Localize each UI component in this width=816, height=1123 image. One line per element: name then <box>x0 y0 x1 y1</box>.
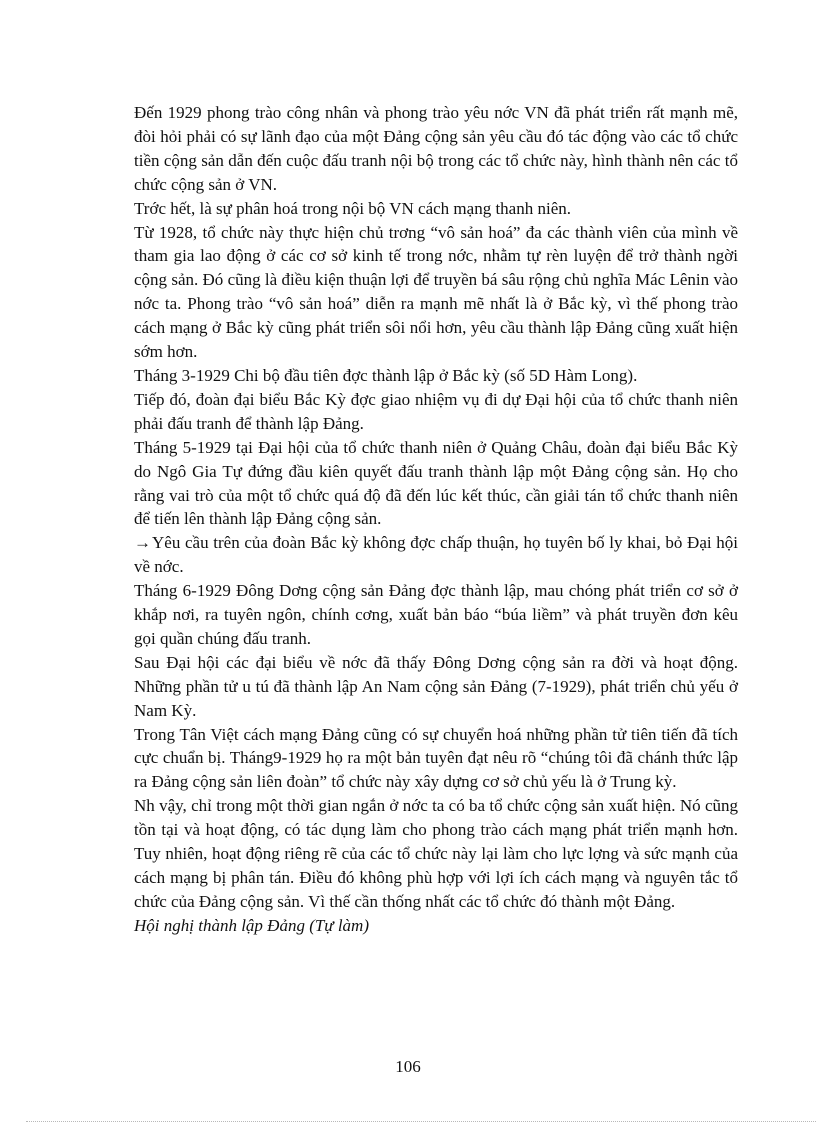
paragraph-walkout-text: Yêu cầu trên của đoàn Bắc kỳ không đợc chấp thuận, họ tuyên bố ly khai, bỏ Đại hội về nớc. <box>134 533 738 577</box>
footer-divider <box>26 1121 816 1122</box>
body-text <box>134 101 738 938</box>
paragraph-indochina-party: Tháng 6-1929 Đông Dơng cộng sản Đảng đợc thành lập, mau chóng phát triển cơ sở ở khắp nơi, ra tuyên ngôn, chính cơng, xuất bản báo “búa liềm” và phát truyền đơn kêu gọi quần chúng đấu tranh. <box>134 581 738 648</box>
paragraph-intro: Đến 1929 phong trào công nhân và phong trào yêu nớc VN đã phát triển rất mạnh mẽ, đòi hỏi phải có sự lãnh đạo của một Đảng cộng sản yêu cầu đó tác động vào các tổ chức tiền cộng sản dẫn đến cuộc đấu tranh nội bộ trong các tổ chức này, hình thành nên các tổ chức cộng sản ở VN. <box>134 103 738 194</box>
section-heading: Hội nghị thành lập Đảng (Tự làm) <box>134 915 369 935</box>
paragraph-walkout <box>134 531 738 579</box>
paragraph-congress: Tháng 5-1929 tại Đại hội của tổ chức thanh niên ở Quảng Châu, đoàn đại biểu Bắc Kỳ do Ngô Gia Tự đứng đầu kiên quyết đấu tranh thành lập một Đảng cộng sản. Họ cho rằng vai trò của một tổ chức quá độ đã đến lúc kết thúc, cần giải tán tổ chức thanh niên để tiến lên thành lập Đảng cộng sản. <box>134 437 738 529</box>
paragraph-three-organizations: Nh vậy, chỉ trong một thời gian ngắn ở nớc ta có ba tổ chức cộng sản xuất hiện. Nó cũng tồn tại và hoạt động, có tác dụng làm cho phong trào cách mạng phát triển mạnh hơn. Tuy nhiên, hoạt động riêng rẽ của các tổ chức này lại làm cho lực lợng và sức mạnh của cách mạng bị phân tán. Điều đó không phù hợp với lợi ích cách mạng và nguyên tắc tổ chức của Đảng cộng sản. Vì thế cần thống nhất các tổ chức đó thành một Đảng. <box>134 796 738 911</box>
paragraph-first-cell: Tháng 3-1929 Chi bộ đầu tiên đợc thành lập ở Bắc kỳ (số 5D Hàm Long). <box>134 365 638 385</box>
paragraph-annam-party: Sau Đại hội các đại biểu về nớc đã thấy Đông Dơng cộng sản ra đời và hoạt động. Những phần tử u tú đã thành lập An Nam cộng sản Đảng (7-1929), phát triển chủ yếu ở Nam Kỳ. <box>134 652 738 720</box>
arrow-icon: → <box>134 533 151 553</box>
paragraph-proletarianization: Từ 1928, tổ chức này thực hiện chủ trơng “vô sản hoá” đa các thành viên của mình về tham gia lao động ở các cơ sở kinh tế trong nớc, nhằm tự rèn luyện để trở thành ngời cộng sản. Đó cũng là điều kiện thuận lợi để truyền bá sâu rộng chủ nghĩa Mác Lênin vào nớc ta. Phong trào “vô sản hoá” diễn ra mạnh mẽ nhất là ở Bắc kỳ, vì thế phong trào cách mạng ở Bắc kỳ cũng phát triển sôi nổi hơn, yêu cầu thành lập Đảng cũng xuất hiện sớm hơn. <box>134 222 738 362</box>
paragraph-differentiation: Trớc hết, là sự phân hoá trong nội bộ VN cách mạng thanh niên. <box>134 198 571 218</box>
page-number: 106 <box>395 1057 421 1076</box>
paragraph-tan-viet: Trong Tân Việt cách mạng Đảng cũng có sự chuyển hoá những phần tử tiên tiến đã tích cực chuẩn bị. Tháng9-1929 họ ra một bản tuyên đạt nêu rõ “chúng tôi đã chánh thức lập ra Đảng cộng sản liên đoàn” tổ chức này xây dựng cơ sở chủ yếu là ở Trung kỳ. <box>134 724 738 792</box>
paragraph-delegation: Tiếp đó, đoàn đại biểu Bắc Kỳ đợc giao nhiệm vụ đi dự Đại hội của tổ chức thanh niên phải đấu tranh để thành lập Đảng. <box>134 389 738 433</box>
